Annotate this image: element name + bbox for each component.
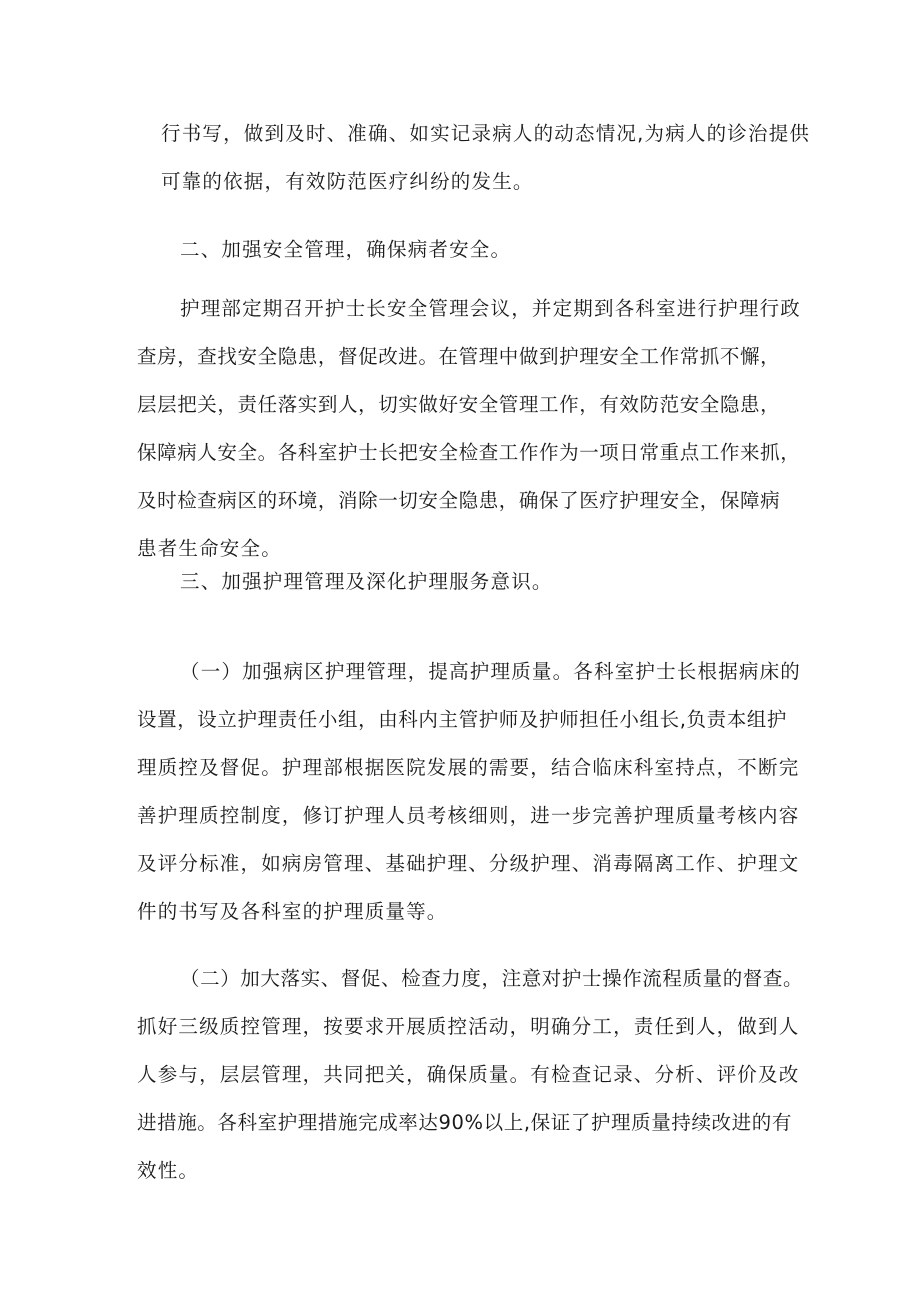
- section-heading-2: 二、加强安全管理，确保病者安全。: [180, 238, 512, 261]
- text-line: 理质控及督促。护理部根据医院发展的需要，结合临床科室持点，不断完: [137, 756, 800, 779]
- text-line: 件的书写及各科室的护理质量等。: [137, 900, 448, 923]
- text-line: 人参与，层层管理，共同把关，确保质量。有检查记录、分析、评价及改: [137, 1063, 800, 1086]
- text-line: 善护理质控制度，修订护理人员考核细则，进一步完善护理质量考核内容: [137, 804, 800, 827]
- text-line: 效性。: [137, 1159, 200, 1182]
- text-line: 可靠的依据，有效防范医疗纠纷的发生。: [161, 170, 534, 193]
- text-line: 层层把关，责任落实到人，切实做好安全管理工作，有效防范安全隐患，: [137, 393, 781, 416]
- text-line: 查房，查找安全隐患，督促改进。在管理中做到护理安全工作常抓不懈，: [137, 345, 781, 368]
- text-line: 行书写，做到及时、准确、如实记录病人的动态情况,为病人的诊治提供: [161, 122, 811, 145]
- section-heading-3: 三、加强护理管理及深化护理服务意识。: [180, 570, 553, 593]
- text-line: 保障病人安全。各科室护士长把安全检查工作作为一项日常重点工作来抓，: [137, 441, 801, 464]
- text-line: 及评分标准，如病房管理、基础护理、分级护理、消毒隔离工作、护理文: [137, 852, 800, 875]
- text-line: 设置，设立护理责任小组，由科内主管护师及护师担任小组长,负责本组护: [137, 708, 787, 731]
- text-line: （一）加强病区护理管理，提高护理质量。各科室护士长根据病床的: [180, 660, 802, 683]
- text-line: 患者生命安全。: [137, 537, 282, 560]
- text-line: 及时检查病区的环境，消除一切安全隐患，确保了医疗护理安全，保障病: [137, 489, 781, 512]
- text-line: （二）加大落实、督促、检查力度，注意对护士操作流程质量的督查。: [180, 967, 804, 990]
- text-line: 护理部定期召开护士长安全管理会议，并定期到各科室进行护理行政: [180, 297, 802, 320]
- text-line: 抓好三级质控管理，按要求开展质控活动，明确分工，责任到人，做到人: [137, 1015, 800, 1038]
- text-line: 进措施。各科室护理措施完成率达90%以上,保证了护理质量持续改进的有: [137, 1111, 792, 1134]
